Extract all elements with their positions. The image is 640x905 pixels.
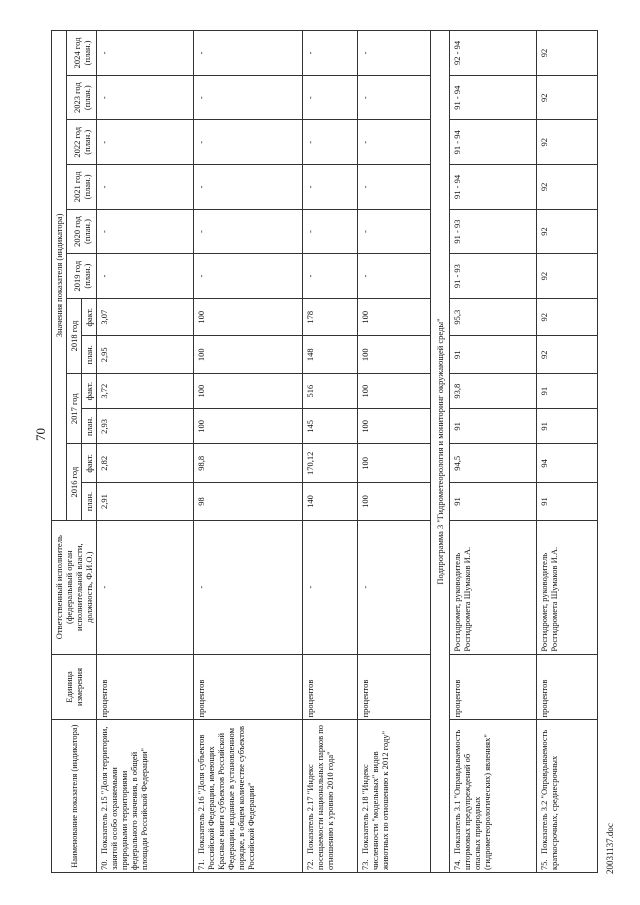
- value-cell: 92 - 94: [450, 31, 537, 76]
- subprogram-row: [431, 31, 450, 873]
- footer-file-name: 20031137.doc: [605, 823, 615, 874]
- value-cell: 2,95: [97, 336, 194, 374]
- value-cell: 91: [537, 374, 598, 409]
- value-cell: 91: [450, 409, 537, 444]
- value-cell: 100: [358, 444, 431, 483]
- indicator-name: [97, 720, 194, 873]
- indicators-table: [51, 30, 598, 873]
- unit-cell: процентов: [358, 654, 431, 720]
- value-cell: 91 - 93: [450, 254, 537, 299]
- col-header-2017: 2017 год: [67, 374, 82, 444]
- unit-cell: процентов: [537, 654, 598, 720]
- value-cell: 91 - 94: [450, 75, 537, 120]
- value-cell: 91 - 93: [450, 209, 537, 254]
- col-header-2021: 2021 год (план.): [67, 165, 97, 210]
- value-cell: -: [303, 31, 358, 76]
- value-cell: 140: [303, 483, 358, 521]
- value-cell: 92: [537, 120, 598, 165]
- value-cell: 148: [303, 336, 358, 374]
- col-header-2016: 2016 год: [67, 444, 82, 520]
- value-cell: 94: [537, 444, 598, 483]
- value-cell: 92: [537, 336, 598, 374]
- value-cell: 100: [358, 409, 431, 444]
- indicator-name: [450, 720, 537, 873]
- page-number: 70: [33, 428, 48, 441]
- responsible-cell: -: [358, 520, 431, 654]
- col-header-fact: факт.: [82, 298, 97, 336]
- indicator-name-text: Показатель 2.15 "Доля территории, занятой особо охраняемыми природными территориями федерального значения, в общей площади Российской Федерации": [99, 726, 150, 870]
- value-cell: -: [194, 75, 303, 120]
- indicator-name: [194, 720, 303, 873]
- value-cell: -: [97, 209, 194, 254]
- col-header-2020: 2020 год (план.): [67, 209, 97, 254]
- value-cell: 170,12: [303, 444, 358, 483]
- value-cell: 3,72: [97, 374, 194, 409]
- table-row: [303, 31, 358, 873]
- indicator-name-text: Показатель 2.17 "Индекс посещаемости национальных парков по отношению к уровню 2010 года": [305, 724, 336, 870]
- indicator-name: [358, 720, 431, 873]
- col-header-fact: факт.: [82, 374, 97, 409]
- unit-cell: процентов: [194, 654, 303, 720]
- value-cell: 100: [358, 298, 431, 336]
- value-cell: -: [358, 165, 431, 210]
- value-cell: 98: [194, 483, 303, 521]
- col-header-fact: факт.: [82, 444, 97, 483]
- row-number: 71.: [196, 859, 207, 870]
- responsible-cell: -: [303, 520, 358, 654]
- value-cell: 92: [537, 209, 598, 254]
- value-cell: 2,82: [97, 444, 194, 483]
- value-cell: 95,3: [450, 298, 537, 336]
- value-cell: -: [194, 254, 303, 299]
- value-cell: -: [358, 254, 431, 299]
- col-header-plan: план.: [82, 483, 97, 521]
- value-cell: 2,93: [97, 409, 194, 444]
- value-cell: 92: [537, 165, 598, 210]
- col-header-responsible: Ответственный исполнитель (федеральный орган исполнительной власти, должность, Ф.И.О.): [52, 520, 97, 654]
- value-cell: 92: [537, 75, 598, 120]
- value-cell: -: [97, 120, 194, 165]
- responsible-cell: -: [97, 520, 194, 654]
- value-cell: 91: [450, 336, 537, 374]
- value-cell: 93,8: [450, 374, 537, 409]
- value-cell: 94,5: [450, 444, 537, 483]
- value-cell: -: [194, 209, 303, 254]
- value-cell: 100: [194, 374, 303, 409]
- table-row: [194, 31, 303, 873]
- value-cell: 92: [537, 298, 598, 336]
- value-cell: -: [303, 165, 358, 210]
- value-cell: 92: [537, 254, 598, 299]
- col-header-name: Наименование показателя (индикатора): [52, 720, 97, 873]
- indicator-name: [303, 720, 358, 873]
- col-header-unit: Единица измерения: [52, 654, 97, 720]
- col-header-plan: план.: [82, 336, 97, 374]
- value-cell: 98,8: [194, 444, 303, 483]
- responsible-cell: -: [194, 520, 303, 654]
- value-cell: -: [194, 120, 303, 165]
- value-cell: 92: [537, 31, 598, 76]
- value-cell: -: [303, 75, 358, 120]
- value-cell: -: [303, 254, 358, 299]
- value-cell: 516: [303, 374, 358, 409]
- value-cell: 100: [358, 374, 431, 409]
- value-cell: -: [97, 31, 194, 76]
- value-cell: 100: [358, 483, 431, 521]
- col-header-2019: 2019 год (план.): [67, 254, 97, 299]
- value-cell: -: [303, 120, 358, 165]
- value-cell: 100: [358, 336, 431, 374]
- value-cell: -: [358, 120, 431, 165]
- indicator-name: [537, 720, 598, 873]
- responsible-cell: Росгидромет, руководитель Росгидромета Шумаков И.А.: [537, 520, 598, 654]
- value-cell: 100: [194, 298, 303, 336]
- value-cell: -: [97, 75, 194, 120]
- subprogram-title: Подпрограмма 3 "Гидрометеорология и мониторинг окружающей среды": [431, 31, 450, 873]
- value-cell: 91: [450, 483, 537, 521]
- row-number: 75.: [539, 859, 550, 870]
- table-row: [450, 31, 537, 873]
- unit-cell: процентов: [450, 654, 537, 720]
- value-cell: 91 - 94: [450, 165, 537, 210]
- row-number: 73.: [360, 859, 371, 870]
- value-cell: 100: [194, 336, 303, 374]
- value-cell: -: [97, 165, 194, 210]
- value-cell: -: [303, 209, 358, 254]
- unit-cell: процентов: [97, 654, 194, 720]
- table-row: [358, 31, 431, 873]
- value-cell: 145: [303, 409, 358, 444]
- value-cell: -: [194, 31, 303, 76]
- indicator-name-text: Показатель 3.1 "Оправдываемость штормовых предупреждений об опасных природных (гидрометеорологических) явлениях": [452, 729, 493, 870]
- row-number: 74.: [452, 859, 463, 870]
- col-header-2022: 2022 год (план.): [67, 120, 97, 165]
- table-row: [537, 31, 598, 873]
- indicator-name-text: Показатель 2.16 "Доля субъектов Российской Федерации, имеющих Красные книги субъектов Российской Федерации, изданные в установленном порядке, в общем количестве субъектов Российской Федерации": [196, 726, 257, 870]
- row-number: 72.: [305, 859, 316, 870]
- value-cell: -: [194, 165, 303, 210]
- value-cell: -: [358, 75, 431, 120]
- responsible-cell: Росгидромет, руководитель Росгидромета Шумаков И.А.: [450, 520, 537, 654]
- indicator-name-text: Показатель 3.2 "Оправдываемость краткосрочных, среднесрочных: [539, 729, 560, 870]
- col-header-2018: 2018 год: [67, 298, 82, 373]
- col-header-plan: план.: [82, 409, 97, 444]
- unit-cell: процентов: [303, 654, 358, 720]
- value-cell: 91 - 94: [450, 120, 537, 165]
- rotated-table-container: [51, 30, 620, 873]
- col-header-values: Значения показателя (индикатора): [52, 31, 67, 521]
- col-header-2023: 2023 год (план.): [67, 75, 97, 120]
- value-cell: -: [358, 209, 431, 254]
- value-cell: -: [97, 254, 194, 299]
- value-cell: 3,07: [97, 298, 194, 336]
- value-cell: 91: [537, 483, 598, 521]
- row-number: 70.: [99, 859, 110, 870]
- value-cell: 100: [194, 409, 303, 444]
- value-cell: 91: [537, 409, 598, 444]
- col-header-2024: 2024 год (план.): [67, 31, 97, 76]
- value-cell: -: [358, 31, 431, 76]
- indicator-name-text: Показатель 2.18 "Индекс численности "модельных" видов животных по отношению к 2012 году": [360, 730, 391, 870]
- value-cell: 2,91: [97, 483, 194, 521]
- table-row: [97, 31, 194, 873]
- value-cell: 178: [303, 298, 358, 336]
